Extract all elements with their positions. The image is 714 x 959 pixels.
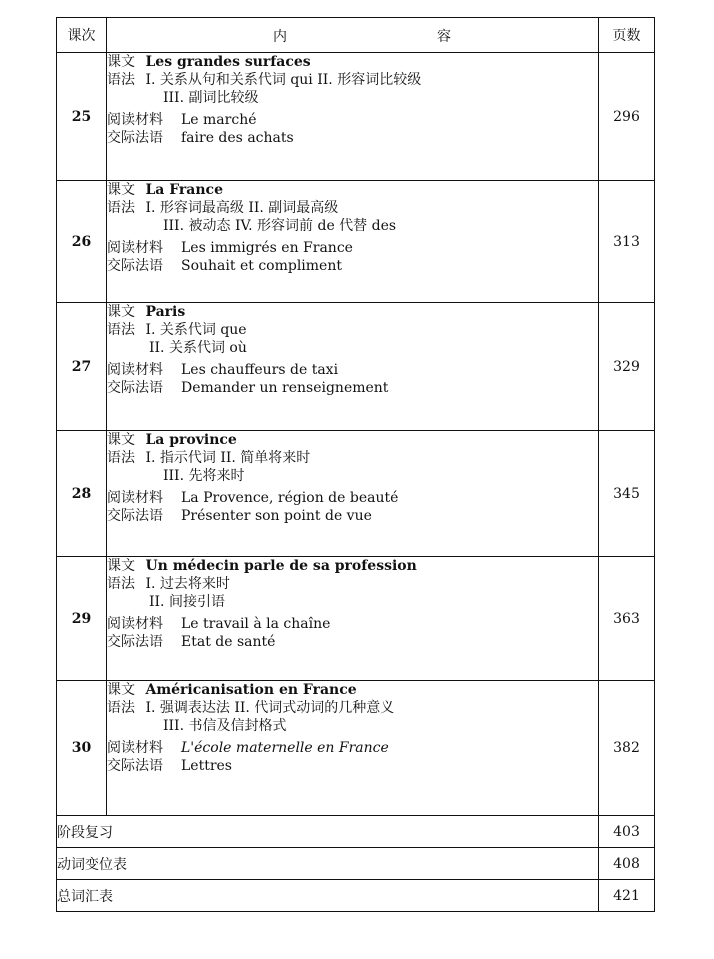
grammar-line-2: III. 书信及信封格式 <box>163 718 287 734</box>
reading-label: 阅读材料 <box>107 740 163 756</box>
reading-label: 阅读材料 <box>107 616 163 632</box>
text-label: 课文 <box>107 304 135 320</box>
text-label: 课文 <box>107 682 135 698</box>
header-row <box>57 18 655 53</box>
grammar-line-2: II. 间接引语 <box>149 594 225 610</box>
text-label: 课文 <box>107 432 135 448</box>
header-page: 页数 <box>599 18 655 53</box>
phrases-label: 交际法语 <box>107 758 163 774</box>
text-label: 课文 <box>107 54 135 70</box>
lesson-row-25 <box>57 53 655 181</box>
phrases-title: Lettres <box>181 758 232 774</box>
grammar-line-2: III. 先将来时 <box>163 468 245 484</box>
grammar-label: 语法 <box>107 450 135 466</box>
lesson-content <box>107 53 599 181</box>
lesson-row-29 <box>57 557 655 681</box>
table-of-contents <box>56 17 655 912</box>
phrases-title: Etat de santé <box>181 634 276 650</box>
header-content <box>107 18 599 53</box>
text-title: Les grandes surfaces <box>145 54 311 70</box>
phrases-label: 交际法语 <box>107 258 163 274</box>
grammar-line-2: III. 被动态 IV. 形容词前 de 代替 des <box>163 218 397 234</box>
reading-title: La Provence, région de beauté <box>181 490 399 506</box>
appendix-row-conjugation <box>57 848 655 880</box>
header-content-char-1: 内 <box>273 29 287 45</box>
appendix-page: 403 <box>599 816 655 848</box>
appendix-label: 动词变位表 <box>57 848 599 880</box>
lesson-page: 313 <box>599 181 655 303</box>
header-lesson: 课次 <box>57 18 107 53</box>
reading-title: Les immigrés en France <box>181 240 353 256</box>
toc-page <box>56 17 654 912</box>
grammar-label: 语法 <box>107 322 135 338</box>
lesson-content <box>107 557 599 681</box>
reading-label: 阅读材料 <box>107 240 163 256</box>
reading-title: Le marché <box>181 112 257 128</box>
grammar-label: 语法 <box>107 576 135 592</box>
phrases-title: faire des achats <box>181 130 294 146</box>
grammar-line-1: I. 过去将来时 <box>145 576 230 592</box>
lesson-content <box>107 303 599 431</box>
phrases-title: Demander un renseignement <box>181 380 389 396</box>
grammar-line-2: III. 副词比较级 <box>163 90 259 106</box>
phrases-title: Souhait et compliment <box>181 258 342 274</box>
grammar-line-1: I. 强调表达法 II. 代词式动词的几种意义 <box>145 700 395 716</box>
phrases-label: 交际法语 <box>107 380 163 396</box>
lesson-row-27 <box>57 303 655 431</box>
lesson-content <box>107 681 599 816</box>
lesson-page: 329 <box>599 303 655 431</box>
reading-title: L'école maternelle en France <box>181 740 389 756</box>
lesson-page: 363 <box>599 557 655 681</box>
text-title: Américanisation en France <box>145 682 357 698</box>
grammar-label: 语法 <box>107 72 135 88</box>
text-title: Paris <box>145 304 186 320</box>
lesson-number: 25 <box>57 53 107 181</box>
text-label: 课文 <box>107 182 135 198</box>
appendix-label: 总词汇表 <box>57 880 599 912</box>
reading-label: 阅读材料 <box>107 490 163 506</box>
lesson-number: 30 <box>57 681 107 816</box>
grammar-line-1: I. 关系从句和关系代词 qui II. 形容词比较级 <box>145 72 422 88</box>
text-title: Un médecin parle de sa profession <box>145 558 417 574</box>
appendix-row-vocabulary <box>57 880 655 912</box>
appendix-row-review <box>57 816 655 848</box>
lesson-number: 27 <box>57 303 107 431</box>
grammar-line-1: I. 形容词最高级 II. 副词最高级 <box>145 200 339 216</box>
lesson-number: 29 <box>57 557 107 681</box>
lesson-row-28 <box>57 431 655 557</box>
grammar-line-2: II. 关系代词 où <box>149 340 247 356</box>
phrases-title: Présenter son point de vue <box>181 508 372 524</box>
reading-label: 阅读材料 <box>107 362 163 378</box>
reading-title: Les chauffeurs de taxi <box>181 362 339 378</box>
phrases-label: 交际法语 <box>107 634 163 650</box>
lesson-number: 26 <box>57 181 107 303</box>
text-title: La province <box>145 432 237 448</box>
lesson-row-26 <box>57 181 655 303</box>
grammar-label: 语法 <box>107 200 135 216</box>
appendix-label: 阶段复习 <box>57 816 599 848</box>
lesson-row-30 <box>57 681 655 816</box>
lesson-content <box>107 181 599 303</box>
phrases-label: 交际法语 <box>107 130 163 146</box>
grammar-line-1: I. 指示代词 II. 简单将来时 <box>145 450 311 466</box>
lesson-content <box>107 431 599 557</box>
header-content-char-2: 容 <box>437 29 451 45</box>
phrases-label: 交际法语 <box>107 508 163 524</box>
text-label: 课文 <box>107 558 135 574</box>
reading-title: Le travail à la chaîne <box>181 616 331 632</box>
grammar-label: 语法 <box>107 700 135 716</box>
lesson-page: 382 <box>599 681 655 816</box>
lesson-number: 28 <box>57 431 107 557</box>
appendix-page: 421 <box>599 880 655 912</box>
appendix-page: 408 <box>599 848 655 880</box>
text-title: La France <box>145 182 223 198</box>
grammar-line-1: I. 关系代词 que <box>145 322 247 338</box>
lesson-page: 345 <box>599 431 655 557</box>
reading-label: 阅读材料 <box>107 112 163 128</box>
lesson-page: 296 <box>599 53 655 181</box>
